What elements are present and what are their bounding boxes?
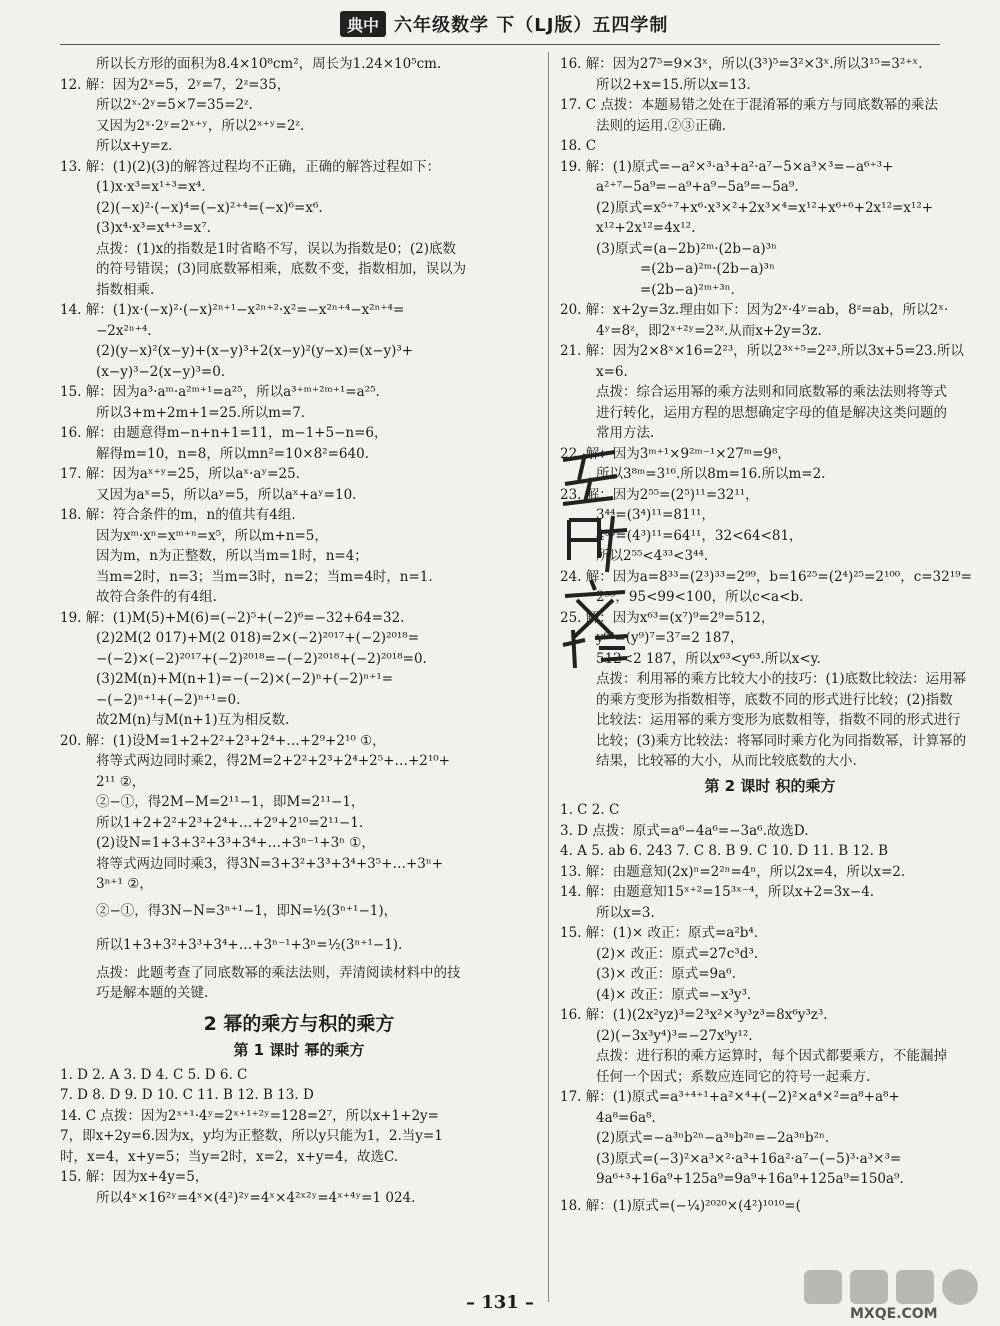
page-header [340, 10, 680, 38]
text-line: 的符号错误；(3)同底数幂相乘，底数不变，指数相加，误以为 [96, 261, 467, 277]
text-line: 13. 解：由题意知(2x)ⁿ=2²ⁿ=4ⁿ，所以2x=4，所以x=2. [560, 863, 906, 880]
text-line: 点拨：(1)x的指数是1时省略不写，误以为指数是0；(2)底数 [96, 240, 457, 257]
text-line: (2)× 改正：原式=27c³d³. [596, 945, 759, 962]
text-line: 比较；(3)乘方比较法：将幂同时乘方化为同指数幂，计算幂的 [596, 732, 967, 749]
text-line: 7，即x+2y=6.因为x，y均为正整数，所以y只能为1，2.当y=1 [60, 1128, 443, 1144]
text-line: 3. D 点拨：原式=a⁶−4a⁶=−3a⁶.故选D. [560, 822, 809, 839]
text-line: 512<2 187，所以x⁶³<y⁶³.所以x<y. [596, 650, 821, 667]
text-line: 点拨：此题考查了同底数幂的乘法法则，弄清阅读材料中的技 [96, 964, 461, 981]
text-line: 18. 解：(1)原式=(−¼)²⁰²⁰×(4²)¹⁰¹⁰=( [560, 1198, 801, 1215]
text-line: (2)(−x)²·(−x)⁴=(−x)²⁺⁴=(−x)⁶=x⁶. [96, 199, 323, 216]
text-line: 17. 解：(1)原式=a³⁺⁴⁺¹+a²×⁴+(−2)²×a⁴×²=a⁸+a⁸+ [560, 1089, 900, 1105]
watermark-text: MXQE.COM [850, 1306, 938, 1322]
text-line: 20. 解：x+2y=3z.理由如下：因为2ˣ·4ʸ=ab，8ᶻ=ab，所以2ˣ· [560, 302, 949, 318]
text-line: (3)x⁴·x³=x⁴⁺³=x⁷. [96, 220, 211, 236]
text-line: 所以2+x=15.所以x=13. [596, 76, 751, 93]
text-line: 当m=2时，n=3；当m=3时，n=2；当m=4时，n=1. [96, 568, 433, 585]
text-line: 任何一个因式；系数应连同它的符号一起乘方. [596, 1068, 871, 1085]
text-line: (1)x·x³=x¹⁺³=x⁴. [96, 179, 206, 195]
text-line: 点拨：进行积的乘方运算时，每个因式都要乘方，不能漏掉 [596, 1048, 947, 1064]
text-line: 又因为aˣ=5，所以aʸ=5，所以aˣ+aʸ=10. [96, 486, 357, 503]
lesson1-title: 第 1 课时 幂的乘方 [233, 1041, 365, 1059]
text-line: 3ⁿ⁺¹ ②， [96, 876, 153, 892]
column-divider [548, 52, 549, 1302]
text-line: 所以3⁸ᵐ=3¹⁶.所以8m=16.所以m=2. [596, 466, 826, 482]
text-line: 比较法：运用幂的乘方变形为底数相等，指数不同的形式进行 [596, 712, 961, 728]
text-line: =(2b−a)²ᵐ·(2b−a)³ⁿ [640, 261, 775, 277]
text-line: 13. 解：(1)(2)(3)的解答过程均不正确，正确的解答过程如下： [60, 158, 441, 175]
text-line: 法则的运用.②③正确. [596, 117, 727, 134]
text-line: 7. D 8. D 9. D 10. C 11. B 12. B 13. D [60, 1087, 314, 1103]
text-line: 14. 解：(1)x·(−x)²·(−x)²ⁿ⁺¹−x²ⁿ⁺²·x²=−x²ⁿ⁺⁴−x²ⁿ⁺⁴= [60, 302, 405, 318]
text-line: 4. A 5. ab 6. 243 7. C 8. B 9. C 10. D 11. B 12. B [560, 843, 889, 859]
text-line: (3)原式=(−3)²×a³×²·a³+16a²·a⁷−(−5)³·a³×³= [596, 1150, 902, 1167]
text-line: 21. 解：因为2×8ˣ×16=2²³，所以2³ˣ⁺⁵=2²³.所以3x+5=23.所以 [560, 343, 964, 359]
text-line: 2⁹⁵，95<99<100，所以c<a<b. [596, 589, 804, 605]
text-line: 故2M(n)与M(n+1)互为相反数. [96, 712, 290, 728]
text-line: −(−2)×(−2)²⁰¹⁷+(−2)²⁰¹⁸=−(−2)²⁰¹⁸+(−2)²⁰¹⁸=0. [96, 650, 427, 667]
text-line: 4ʸ=8ᶻ，即2ˣ⁺²ʸ=2³ᶻ.从而x+2y=3z. [596, 322, 822, 339]
text-line: (4)× 改正：原式=−x³y³. [596, 986, 752, 1003]
text-line: 1. D 2. A 3. D 4. C 5. D 6. C [60, 1066, 248, 1083]
text-line: 2¹¹ ②， [96, 773, 146, 790]
text-line: 所以2ˣ·2ʸ=5×7=35=2ᶻ. [96, 97, 253, 113]
text-line: (2)设N=1+3+3²+3³+3⁴+…+3ⁿ⁻¹+3ⁿ ①， [96, 835, 375, 851]
text-line: (3)× 改正：原式=9a⁶. [596, 966, 736, 982]
text-line: 时，x=4，x+y=5；当y=2时，x=2，x+y=4，故选C. [60, 1148, 399, 1165]
text-line: 18. C [560, 138, 597, 154]
text-line: 因为xᵐ·xⁿ=xᵐ⁺ⁿ=x⁵，所以m+n=5， [96, 527, 328, 544]
text-line: 所以长方形的面积为8.4×10⁸cm²，周长为1.24×10⁵cm. [96, 56, 442, 72]
header-rule [60, 44, 940, 45]
text-line: 15. 解：因为x+4y=5， [60, 1169, 209, 1185]
text-line: 3⁴⁴=(3⁴)¹¹=81¹¹， [596, 507, 715, 523]
text-line: 22. 解：因为3ᵐ⁺¹×9²ᵐ⁻¹×27ᵐ=9⁸， [560, 445, 791, 462]
text-line: 18. 解：符合条件的m，n的值共有4组. [60, 507, 296, 523]
brand-logo: 典中 [340, 11, 386, 37]
text-line: ②−①，得3N−N=3ⁿ⁺¹−1，即N=½(3ⁿ⁺¹−1)， [96, 903, 398, 920]
text-line: ②−①，得2M−M=2¹¹−1，即M=2¹¹−1， [96, 794, 365, 810]
text-line: 15. 解：(1)× 改正：原式=a²b⁴. [560, 925, 759, 941]
text-line: 将等式两边同时乘3，得3N=3+3²+3³+3⁴+3⁵+…+3ⁿ+ [96, 855, 444, 872]
text-line: (3)2M(n)+M(n+1)=−(−2)×(−2)ⁿ+(−2)ⁿ⁺¹= [96, 671, 394, 687]
text-line: 17. C 点拨：本题易错之处在于混淆幂的乘方与同底数幂的乘法 [560, 97, 938, 113]
text-line: 所以2⁵⁵<4³³<3⁴⁴. [596, 548, 709, 564]
text-line: 15. 解：因为a³·aᵐ·a²ᵐ⁺¹=a²⁵，所以a³⁺ᵐ⁺²ᵐ⁺¹=a²⁵. [60, 384, 380, 400]
text-line: 1. C 2. C [560, 802, 620, 818]
text-line: 将等式两边同时乘2，得2M=2+2²+2³+2⁴+2⁵+…+2¹⁰+ [96, 753, 450, 769]
text-line: 所以4ˣ×16²ʸ=4ˣ×(4²)²ʸ=4ˣ×4²ˣ²ʸ=4ˣ⁺⁴ʸ=1 024. [96, 1189, 416, 1206]
text-line: (3)原式=(a−2b)²ᵐ·(2b−a)³ⁿ [596, 240, 777, 257]
text-line: 点拨：利用幂的乘方比较大小的技巧：(1)底数比较法：运用幂 [596, 671, 967, 687]
text-line: 常用方法. [596, 425, 655, 441]
lesson2-title: 第 2 课时 积的乘方 [704, 776, 836, 795]
handwritten-mark [555, 440, 635, 670]
text-line: 12. 解：因为2ˣ=5，2ʸ=7，2ᶻ=35， [60, 76, 291, 93]
text-line: −2x²ⁿ⁺⁴. [96, 322, 152, 339]
text-line: 17. 解：因为aˣ⁺ʸ=25，所以aˣ·aʸ=25. [60, 466, 300, 482]
text-line: x=6. [596, 363, 628, 380]
text-line: 20. 解：(1)设M=1+2+2²+2³+2⁴+…+2⁹+2¹⁰ ①， [60, 732, 386, 749]
text-line: 16. 解：(1)(2x²yz)³=2³x²×³y³z³=8x⁶y³z³. [560, 1007, 828, 1023]
text-line: 结果，比较幂的大小，从而比较底数的大小. [596, 753, 857, 769]
text-line: 9a⁶⁺³+16a⁹+125a⁹=9a⁹+16a⁹+125a⁹=150a⁹. [596, 1171, 904, 1187]
text-line: 指数相乘. [96, 281, 155, 298]
header-title: 六年级数学 下（LJ版）五四学制 [394, 15, 669, 36]
text-line: 所以1+2+2²+2³+2⁴+…+2⁹+2¹⁰=2¹¹−1. [96, 814, 364, 831]
left-column-lines-2 [60, 1065, 538, 1209]
text-line: (2)2M(2 017)+M(2 018)=2×(−2)²⁰¹⁷+(−2)²⁰¹⁸= [96, 630, 420, 646]
text-line: 点拨：综合运用幂的乘方法则和同底数幂的乘法法则将等式 [596, 384, 947, 400]
section-title: 2 幂的乘方与积的乘方 [203, 1012, 395, 1035]
text-line: 14. C 点拨：因为2ˣ⁺¹·4ʸ=2ˣ⁺¹⁺²ʸ=128=2⁷，所以x+1+2y= [60, 1107, 439, 1124]
text-line: 所以1+3+3²+3³+3⁴+…+3ⁿ⁻¹+3ⁿ=½(3ⁿ⁺¹−1). [96, 937, 403, 954]
text-line: (2)(y−x)²(x−y)+(x−y)³+2(x−y)²(y−x)=(x−y)³+ [96, 343, 414, 359]
text-line: 故符合条件的有4组. [96, 589, 217, 605]
text-line: 19. 解：(1)M(5)+M(6)=(−2)⁵+(−2)⁶=−32+64=32. [60, 609, 405, 626]
text-line: 16. 解：由题意得m−n+n+1=11，m−1+5−n=6， [60, 425, 388, 441]
text-line: 16. 解：因为27⁵=9×3ˣ，所以(3³)⁵=3²×3ˣ.所以3¹⁵=3²⁺ˣ. [560, 56, 923, 72]
text-line: 又因为2ˣ·2ʸ=2ˣ⁺ʸ，所以2ˣ⁺ʸ=2ᶻ. [96, 117, 305, 134]
page-number: – 131 – [465, 1292, 535, 1313]
text-line: 23. 解：因为2⁵⁵=(2⁵)¹¹=32¹¹， [560, 486, 759, 503]
text-line: 24. 解：因为a=8³³=(2³)³³=2⁹⁹，b=16²⁵=(2⁴)²⁵=2¹⁰⁰，c=32¹⁹= [560, 568, 972, 585]
text-line: 所以x+y=z. [96, 138, 173, 154]
right-column-lines-2 [560, 800, 980, 1224]
text-line: 的乘方变形为指数相等，底数不同的形式进行比较；(2)指数 [596, 691, 953, 708]
text-line: a²⁺⁷−5a⁹=−a⁹+a⁹−5a⁹=−5a⁹. [596, 179, 799, 195]
text-line: 巧是解本题的关键. [96, 985, 209, 1001]
text-line: =(2b−a)²ᵐ⁺³ⁿ. [640, 281, 735, 298]
text-line: 19. 解：(1)原式=−a²×³·a³+a²·a⁷−5×a³×³=−a⁶⁺³+ [560, 158, 894, 175]
text-line: 因为m，n为正整数，所以当m=1时，n=4； [96, 548, 368, 564]
text-line: −(−2)ⁿ⁺¹+(−2)ⁿ⁺¹=0. [96, 691, 241, 708]
text-line: x¹²+2x¹²=4x¹². [596, 220, 696, 236]
text-line: (x−y)³−2(x−y)³=0. [96, 363, 226, 380]
text-line: 25. 解：因为x⁶³=(x⁷)⁹=2⁹=512， [560, 609, 775, 626]
text-line: (2)原式=x⁵⁺⁷+x⁶·x³×²+2x³×⁴=x¹²+x⁶⁺⁶+2x¹²=x¹²+ [596, 199, 934, 216]
text-line: 4³³=(4³)¹¹=64¹¹，32<64<81， [596, 527, 803, 544]
text-line: (2)原式=−a³ⁿb²ⁿ−a³ⁿb²ⁿ=−2a³ⁿb²ⁿ. [596, 1130, 830, 1146]
text-line: 4a⁸=6a⁸. [596, 1109, 656, 1126]
text-line: (2)(−3x³y⁴)³=−27x⁹y¹². [596, 1027, 753, 1044]
text-line: 解得m=10，n=8，所以mn²=10×8²=640. [96, 445, 369, 462]
text-line: 14. 解：由题意知15ˣ⁺²=15³ˣ⁻⁴，所以x+2=3x−4. [560, 884, 875, 900]
left-column [60, 54, 538, 1208]
text-line: 所以3+m+2m+1=25.所以m=7. [96, 404, 306, 421]
text-line: 进行转化，运用方程的思想确定字母的值是解决这类问题的 [596, 404, 947, 421]
text-line: y⁶³=(y⁹)⁷=3⁷=2 187， [596, 630, 744, 646]
text-line: 所以x=3. [596, 904, 655, 921]
left-column-lines [60, 54, 538, 1004]
